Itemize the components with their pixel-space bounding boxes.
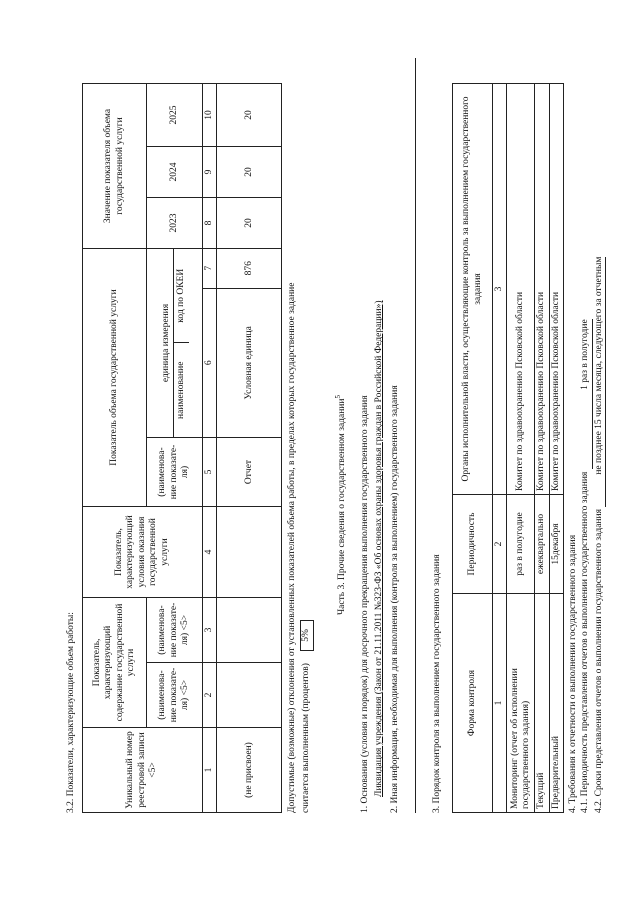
- header-volume: Показатель объема государственной услуги: [83, 249, 147, 507]
- header-content: Показатель, характеризующий содержание государственной услуги: [83, 598, 147, 728]
- subheader-unit: [147, 249, 203, 438]
- section-4: [568, 33, 606, 813]
- control-header-authority: Органы исполнительной власти, осуществляющие контроль за выполнением государственного задания: [453, 84, 493, 495]
- unit-group-label: единица измерения: [160, 249, 174, 437]
- col-number: 10: [203, 84, 217, 147]
- section-4-1-value: 1 раз в полугодие: [580, 319, 592, 469]
- part3-item-2-line: [415, 58, 416, 813]
- part3-items: [360, 53, 444, 813]
- control-col-number: 3: [493, 84, 507, 495]
- header-values: Значение показателя объема государственной услуги: [83, 84, 147, 249]
- row-content-2: [217, 598, 282, 663]
- col-number: 5: [203, 438, 217, 507]
- control-header-form: Форма контроля: [453, 594, 493, 813]
- deviation-value-box: 5%: [300, 620, 313, 651]
- volume-indicators-table: [82, 83, 282, 813]
- col-number: 9: [203, 147, 217, 198]
- col-number: 7: [203, 249, 217, 289]
- control-row-form: Предварительный: [549, 594, 563, 813]
- control-row-period: ежеквартально: [535, 495, 549, 594]
- row-value-2025: 20: [217, 84, 282, 147]
- control-table: [452, 83, 564, 813]
- row-condition: [217, 507, 282, 598]
- part3-title: [334, 395, 349, 615]
- row-unit-okei: 876: [217, 249, 282, 289]
- control-row-form: Текущий: [535, 594, 549, 813]
- row-value-2023: 20: [217, 198, 282, 249]
- col-number: 8: [203, 198, 217, 249]
- part3-item-1: 1. Основания (условия и порядок) для досрочного прекращения выполнения государственного задания: [360, 395, 370, 813]
- part3-item-3: 3. Порядок контроля за выполнением государственного задания: [432, 554, 443, 813]
- section-4-1-label: 4.1. Периодичность представления отчетов о выполнении государственного задания: [580, 471, 591, 813]
- row-value-2024: 20: [217, 147, 282, 198]
- col-number: 3: [203, 598, 217, 663]
- section-4-2-value: не позднее 15 числа месяца, следующего за отчетным: [594, 257, 606, 507]
- row-content-1: [217, 663, 282, 728]
- subheader-volume-name: (наименова-ние показате-ля): [147, 438, 203, 507]
- part3-title-text: Часть 3. Прочие сведения о государственном задании: [337, 398, 348, 615]
- part3-footnote: 5: [334, 395, 342, 399]
- deviation-line-2: считается выполненным (процентов): [301, 663, 312, 813]
- row-unit-name: Условная единица: [217, 288, 282, 437]
- control-col-number: 1: [493, 594, 507, 813]
- subheader-name-1: (наименова-ние показате-ля) <5>: [147, 663, 203, 728]
- control-row-period: 15декабря: [549, 495, 563, 594]
- control-row-form: Мониторинг (отчет об исполнении государственного задания): [507, 594, 535, 813]
- year-2023: 2023: [147, 198, 203, 249]
- control-row-period: раз в полугодие: [507, 495, 535, 594]
- row-registry: (не присвоен): [217, 728, 282, 813]
- section-3-2-title: 3.2. Показатели, характеризующие объем работы:: [66, 612, 76, 813]
- control-row-authority: Комитет по здравоохранению Псковской области: [549, 84, 563, 495]
- row-volume-name: Отчет: [217, 438, 282, 507]
- control-row-authority: Комитет по здравоохранению Псковской области: [535, 84, 549, 495]
- section-4-2-label: 4.2. Сроки представления отчетов о выполнении государственного задания: [593, 509, 604, 813]
- control-row-authority: Комитет по здравоохранению Псковской области: [507, 84, 535, 495]
- col-number: 2: [203, 663, 217, 728]
- control-header-period: Периодичность: [453, 495, 493, 594]
- header-registry: Уникальный номер реестровой записи <5>: [83, 728, 203, 813]
- part3-item-1-detail: Ликвидация учреждения (Закон от 21.11.2011 №323-ФЗ «Об основах охраны здоровья граждан в Российской Федерации»): [374, 300, 385, 797]
- part3-item-2: 2. Иная информация, необходимая для выполнения (контроля за выполнением) государственного задания: [389, 385, 400, 813]
- col-number: 4: [203, 507, 217, 598]
- unit-name-label: наименование: [174, 343, 189, 438]
- year-2024: 2024: [147, 147, 203, 198]
- header-conditions: Показатель, характеризующий условия оказания государственной услуги: [83, 507, 203, 598]
- section-4-title: 4. Требования к отчетности о выполнении государственного задания: [568, 534, 578, 813]
- year-2025: 2025: [147, 84, 203, 147]
- subheader-name-2: (наименова-ние показате-ля) <5>: [147, 598, 203, 663]
- col-number: 6: [203, 288, 217, 437]
- deviation-line-1: Допустимые (возможные) отклонения от установленных показателей объема работы, в пределах которых государственное задание: [287, 282, 297, 813]
- control-col-number: 2: [493, 495, 507, 594]
- col-number: 1: [203, 728, 217, 813]
- unit-okei-label: код по ОКЕИ: [176, 268, 186, 323]
- deviation-text: [287, 53, 314, 813]
